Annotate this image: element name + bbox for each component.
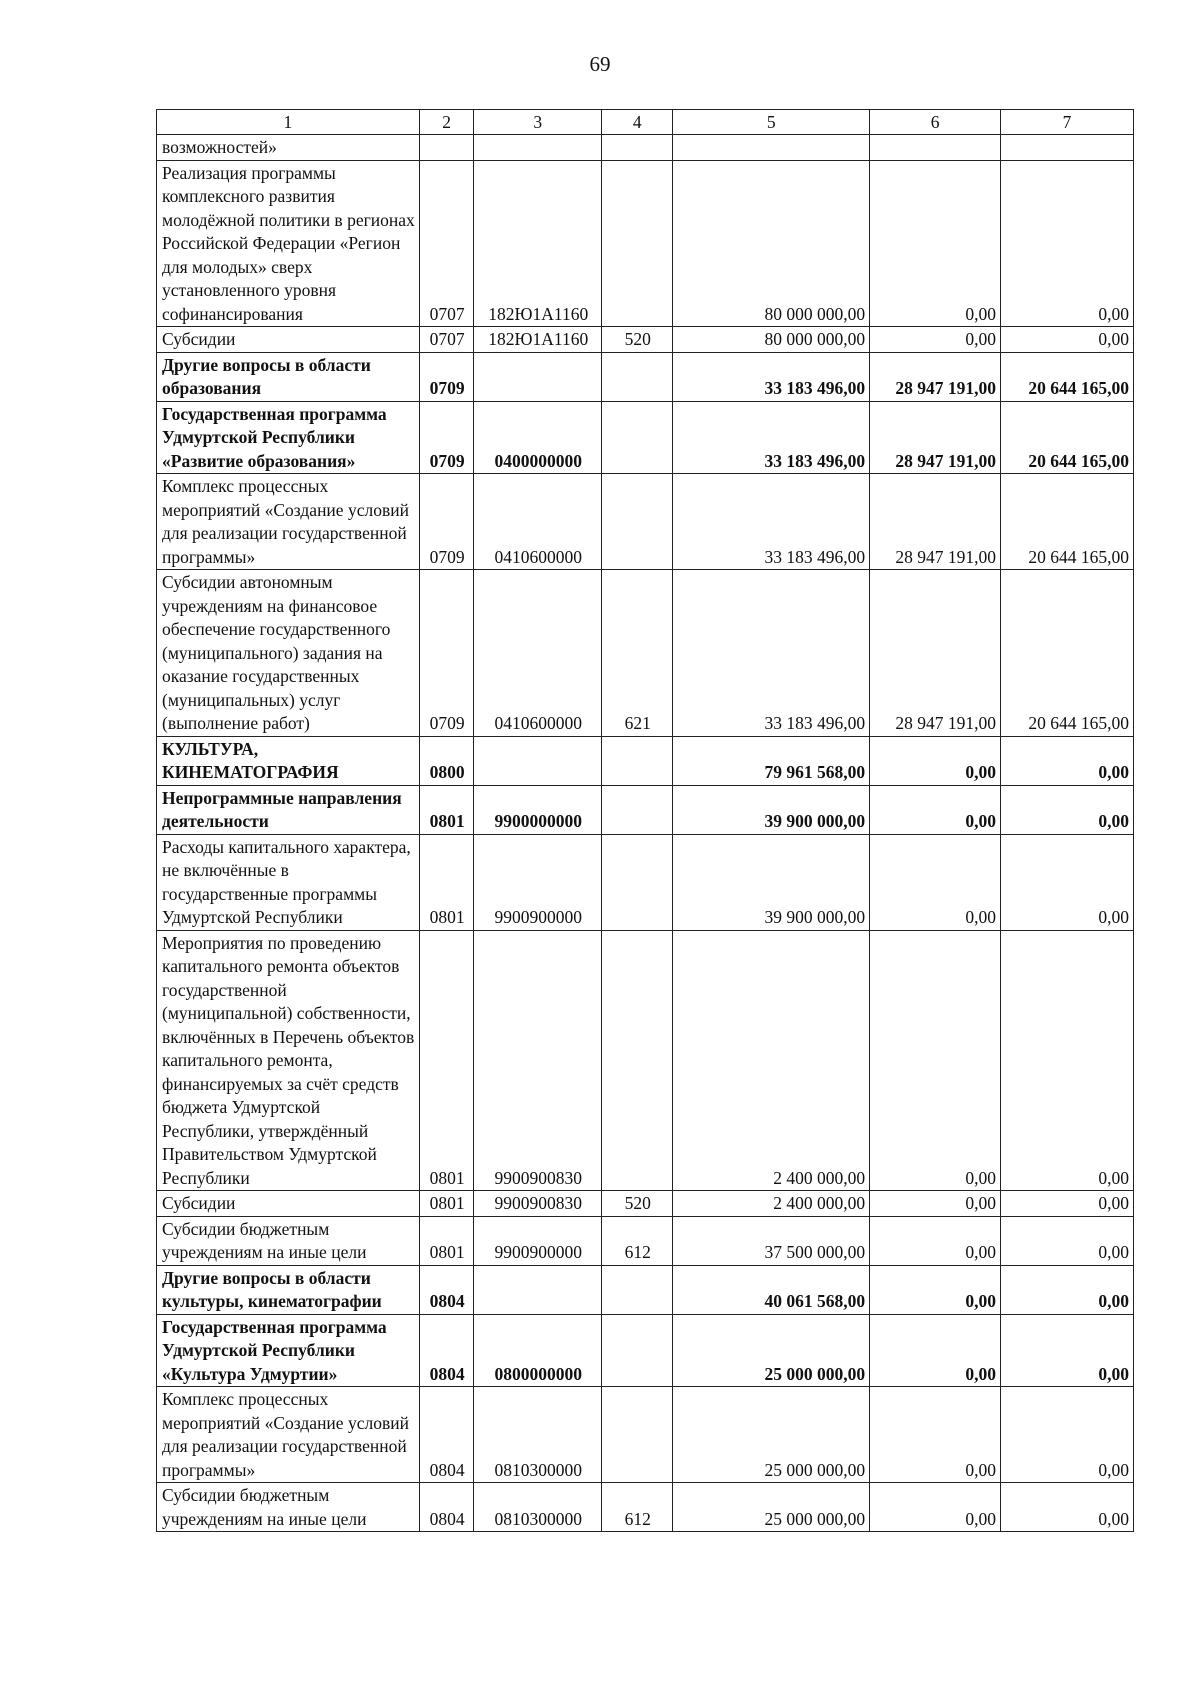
section-code-cell: 0801 [419,834,474,930]
section-code-cell: 0707 [419,160,474,327]
amount-year2-cell: 0,00 [870,1314,1001,1387]
table-row [157,352,1134,401]
amount-year3-cell: 0,00 [1001,834,1134,930]
column-header: 5 [673,110,870,135]
amount-year1-cell: 80 000 000,00 [673,327,870,353]
amount-year1-cell: 33 183 496,00 [673,474,870,570]
amount-year2-cell: 0,00 [870,1216,1001,1265]
amount-year2-cell: 0,00 [870,1387,1001,1483]
column-number-row [157,110,1134,135]
target-article-cell: 9900900830 [474,930,602,1191]
amount-year3-cell: 20 644 165,00 [1001,401,1134,474]
amount-year1-cell: 2 400 000,00 [673,930,870,1191]
table-row [157,570,1134,737]
amount-year3-cell: 0,00 [1001,785,1134,834]
table-row [157,785,1134,834]
budget-table [156,109,1134,1532]
target-article-cell: 9900000000 [474,785,602,834]
row-name-cell: Расходы капитального характера, не включённые в государственные программы Удмуртской Республики [157,834,420,930]
amount-year3-cell: 0,00 [1001,1483,1134,1532]
target-article-cell: 0810300000 [474,1387,602,1483]
expense-type-cell [602,401,673,474]
table-row [157,1265,1134,1314]
amount-year3-cell: 0,00 [1001,1216,1134,1265]
column-header: 7 [1001,110,1134,135]
table-row [157,1216,1134,1265]
amount-year2-cell: 0,00 [870,1265,1001,1314]
section-code-cell: 0801 [419,785,474,834]
expense-type-cell [602,135,673,161]
expense-type-cell [602,160,673,327]
expense-type-cell [602,1387,673,1483]
amount-year1-cell: 37 500 000,00 [673,1216,870,1265]
table-row [157,135,1134,161]
amount-year1-cell [673,135,870,161]
amount-year2-cell [870,135,1001,161]
amount-year1-cell: 25 000 000,00 [673,1314,870,1387]
target-article-cell: 9900900000 [474,1216,602,1265]
amount-year2-cell: 0,00 [870,785,1001,834]
target-article-cell [474,1265,602,1314]
amount-year2-cell: 0,00 [870,834,1001,930]
target-article-cell: 182Ю1А1160 [474,160,602,327]
table-row [157,1314,1134,1387]
expense-type-cell: 520 [602,327,673,353]
amount-year3-cell: 0,00 [1001,930,1134,1191]
amount-year2-cell: 0,00 [870,1191,1001,1217]
row-name-cell: Субсидии бюджетным учреждениям на иные цели [157,1483,420,1532]
amount-year3-cell: 20 644 165,00 [1001,474,1134,570]
table-row [157,1387,1134,1483]
row-name-cell: КУЛЬТУРА, КИНЕМАТОГРАФИЯ [157,736,420,785]
amount-year1-cell: 25 000 000,00 [673,1387,870,1483]
target-article-cell: 9900900830 [474,1191,602,1217]
row-name-cell: Реализация программы комплексного развития молодёжной политики в регионах Российской Федерации «Регион для молодых» сверх установленного уровня софинансирования [157,160,420,327]
target-article-cell [474,736,602,785]
section-code-cell [419,135,474,161]
target-article-cell: 0800000000 [474,1314,602,1387]
target-article-cell: 182Ю1А1160 [474,327,602,353]
section-code-cell: 0804 [419,1265,474,1314]
amount-year1-cell: 39 900 000,00 [673,834,870,930]
amount-year3-cell: 20 644 165,00 [1001,352,1134,401]
target-article-cell: 0400000000 [474,401,602,474]
row-name-cell: Мероприятия по проведению капитального ремонта объектов государственной (муниципальной) собственности, включённых в Перечень объектов капитального ремонта, финансируемых за счёт средств бюджета Удмуртской Республики, утверждённый Правительством Удмуртской Республики [157,930,420,1191]
row-name-cell: Государственная программа Удмуртской Республики «Культура Удмуртии» [157,1314,420,1387]
expense-type-cell [602,834,673,930]
table-row [157,327,1134,353]
row-name-cell: Другие вопросы в области образования [157,352,420,401]
amount-year3-cell: 0,00 [1001,1387,1134,1483]
expense-type-cell [602,1265,673,1314]
amount-year1-cell: 39 900 000,00 [673,785,870,834]
expense-type-cell [602,352,673,401]
expense-type-cell: 520 [602,1191,673,1217]
amount-year2-cell: 0,00 [870,1483,1001,1532]
row-name-cell: Субсидии [157,1191,420,1217]
section-code-cell: 0804 [419,1314,474,1387]
row-name-cell: Комплекс процессных мероприятий «Создание условий для реализации государственной программы» [157,474,420,570]
amount-year1-cell: 80 000 000,00 [673,160,870,327]
section-code-cell: 0801 [419,1216,474,1265]
amount-year2-cell: 28 947 191,00 [870,352,1001,401]
column-header: 2 [419,110,474,135]
amount-year1-cell: 25 000 000,00 [673,1483,870,1532]
column-header: 4 [602,110,673,135]
table-body [157,135,1134,1532]
row-name-cell: Субсидии автономным учреждениям на финансовое обеспечение государственного (муниципального) задания на оказание государственных (муниципальных) услуг (выполнение работ) [157,570,420,737]
amount-year3-cell: 20 644 165,00 [1001,570,1134,737]
amount-year2-cell: 28 947 191,00 [870,401,1001,474]
amount-year2-cell: 0,00 [870,736,1001,785]
target-article-cell [474,352,602,401]
amount-year1-cell: 2 400 000,00 [673,1191,870,1217]
table-row [157,1483,1134,1532]
target-article-cell: 0410600000 [474,570,602,737]
row-name-cell: возможностей» [157,135,420,161]
target-article-cell [474,135,602,161]
column-header: 3 [474,110,602,135]
amount-year2-cell: 0,00 [870,327,1001,353]
amount-year2-cell: 28 947 191,00 [870,474,1001,570]
expense-type-cell [602,736,673,785]
expense-type-cell [602,785,673,834]
page-number: 69 [589,52,611,76]
table-row [157,930,1134,1191]
amount-year3-cell: 0,00 [1001,1265,1134,1314]
row-name-cell: Непрограммные направления деятельности [157,785,420,834]
amount-year2-cell: 0,00 [870,930,1001,1191]
expense-type-cell [602,474,673,570]
target-article-cell: 0810300000 [474,1483,602,1532]
amount-year3-cell: 0,00 [1001,160,1134,327]
amount-year3-cell: 0,00 [1001,736,1134,785]
section-code-cell: 0709 [419,570,474,737]
section-code-cell: 0707 [419,327,474,353]
expense-type-cell: 621 [602,570,673,737]
table-row [157,736,1134,785]
section-code-cell: 0709 [419,401,474,474]
row-name-cell: Субсидии бюджетным учреждениям на иные цели [157,1216,420,1265]
section-code-cell: 0709 [419,474,474,570]
table-row [157,401,1134,474]
amount-year3-cell: 0,00 [1001,327,1134,353]
expense-type-cell [602,1314,673,1387]
section-code-cell: 0709 [419,352,474,401]
amount-year1-cell: 33 183 496,00 [673,570,870,737]
row-name-cell: Субсидии [157,327,420,353]
row-name-cell: Комплекс процессных мероприятий «Создание условий для реализации государственной программы» [157,1387,420,1483]
column-header: 6 [870,110,1001,135]
expense-type-cell: 612 [602,1483,673,1532]
expense-type-cell: 612 [602,1216,673,1265]
row-name-cell: Государственная программа Удмуртской Республики «Развитие образования» [157,401,420,474]
target-article-cell: 9900900000 [474,834,602,930]
amount-year1-cell: 40 061 568,00 [673,1265,870,1314]
section-code-cell: 0804 [419,1387,474,1483]
section-code-cell: 0801 [419,930,474,1191]
amount-year3-cell: 0,00 [1001,1314,1134,1387]
table-row [157,474,1134,570]
section-code-cell: 0800 [419,736,474,785]
row-name-cell: Другие вопросы в области культуры, кинематографии [157,1265,420,1314]
amount-year2-cell: 0,00 [870,160,1001,327]
section-code-cell: 0804 [419,1483,474,1532]
amount-year3-cell: 0,00 [1001,1191,1134,1217]
amount-year1-cell: 33 183 496,00 [673,352,870,401]
amount-year1-cell: 33 183 496,00 [673,401,870,474]
amount-year3-cell [1001,135,1134,161]
column-header: 1 [157,110,420,135]
target-article-cell: 0410600000 [474,474,602,570]
expense-type-cell [602,930,673,1191]
table-row [157,834,1134,930]
amount-year1-cell: 79 961 568,00 [673,736,870,785]
table-row [157,160,1134,327]
section-code-cell: 0801 [419,1191,474,1217]
table-row [157,1191,1134,1217]
amount-year2-cell: 28 947 191,00 [870,570,1001,737]
